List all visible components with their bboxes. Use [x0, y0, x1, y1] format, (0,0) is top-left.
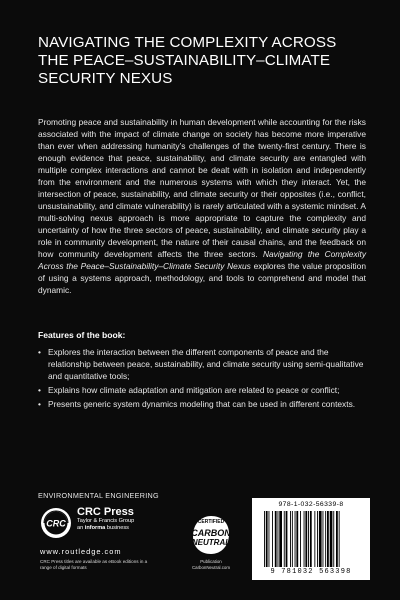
- description-main: Promoting peace and sustainability in human development while accounting for the risks associated with the impact of climate change on society has become more imperative than ever when addressing humanity’s challenges of the twenty-first century. There is enough evidence that peace, sustainability, and climate security are entangled with multiple complex interactions and cannot be dealt with in isolation and independently from the environment and the numerous systems with which they interact. Yet, the intersection of peace, sustainability, and climate security or their opposites (i.e., conflict, unsustainability, and climate vulnerability) is rarely articulated with a systemic mindset. A multi-solving nexus approach is more appropriate to capture the complexity and uncertainty of how the three sectors of peace, sustainability, and climate security play a role in community development, the nature of their causal chains, and the feedback on how community development affects the three sectors.: [38, 117, 366, 259]
- barcode-box: [252, 498, 370, 580]
- features-list: [38, 346, 368, 412]
- carbon-caption-line2: CarbonNeutral.com: [191, 564, 231, 570]
- publisher-group: Taylor & Francis Group: [77, 518, 135, 524]
- ebook-note: CRC Press titles are available as eBook editions in a range of digital formats: [40, 559, 148, 570]
- description-ending: explores the value proposition of using a systems approach, methodology, and tools to comprehend and model that dynamic.: [38, 261, 366, 295]
- description-book-title: Navigating the Complexity Across the Peace–Sustainability–Climate Security Nexus: [38, 249, 367, 271]
- book-description: [38, 116, 366, 296]
- carbon-badge-bottom: NEUTRAL: [191, 538, 231, 547]
- carbon-neutral-caption: [183, 559, 239, 570]
- crc-logo-text: CRC: [46, 518, 66, 529]
- isbn-text: 978-1-032-56339-8: [278, 501, 344, 508]
- feature-item: • Presents generic system dynamics modeling that can be used in different contexts.: [38, 398, 368, 410]
- features-heading: Features of the book:: [38, 330, 126, 340]
- publisher-informa: an informa business: [77, 525, 129, 531]
- carbon-badge-mid: CARBON: [191, 528, 231, 538]
- carbon-badge-top: CERTIFIED: [197, 519, 225, 525]
- carbon-caption-line1: Publication: [200, 559, 222, 564]
- publisher-name: CRC Press: [77, 506, 134, 518]
- subject-category: ENVIRONMENTAL ENGINEERING: [38, 491, 159, 500]
- publisher-block: [77, 506, 134, 532]
- feature-item: • Explores the interaction between the different components of peace and the relationship between peace, sustainability, and climate security using semi-qualitative and quantitative tools;: [38, 346, 368, 382]
- carbon-neutral-badge-icon: [187, 512, 235, 558]
- barcode-icon: [262, 511, 366, 567]
- back-cover-title: NAVIGATING THE COMPLEXITY ACROSS THE PEACE–SUSTAINABILITY–CLIMATE SECURITY NEXUS: [38, 34, 337, 87]
- publisher-website: www.routledge.com: [40, 547, 122, 556]
- crc-logo-icon: [40, 507, 72, 539]
- barcode-number: 9 781032 563398: [270, 568, 352, 576]
- feature-item: • Explains how climate adaptation and mitigation are related to peace or conflict;: [38, 384, 368, 396]
